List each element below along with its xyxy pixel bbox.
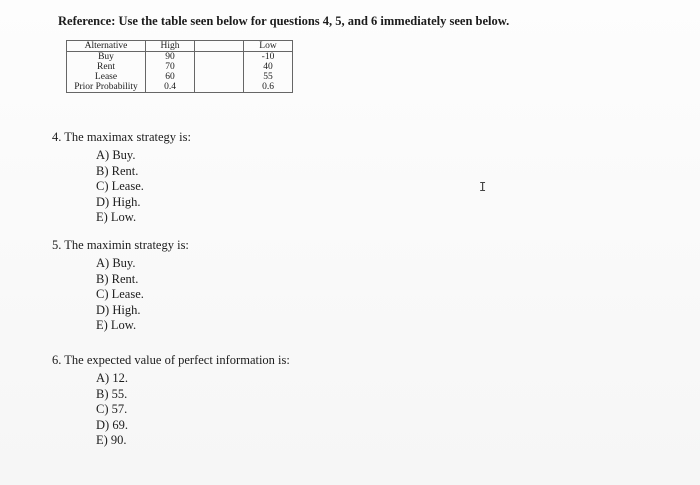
option-c: C) Lease. <box>96 287 144 301</box>
option-e: E) Low. <box>96 318 137 332</box>
table-row <box>67 52 293 63</box>
row-label: Prior Probability <box>67 82 146 93</box>
high-value: 0.4 <box>146 82 195 93</box>
question-4 <box>52 130 191 226</box>
high-value: 60 <box>146 72 195 82</box>
table-row <box>67 82 293 93</box>
blank-cell <box>195 82 244 93</box>
high-value: 70 <box>146 62 195 72</box>
low-value: -10 <box>244 52 293 63</box>
answer-options <box>96 148 191 226</box>
header-alternative: Alternative <box>67 41 146 52</box>
answer-options <box>96 256 189 334</box>
option-a: A) 12. <box>96 371 128 385</box>
low-value: 55 <box>244 72 293 82</box>
payoff-table <box>66 40 293 93</box>
question-6 <box>52 353 290 449</box>
question-text: 5. The maximin strategy is: <box>52 238 189 252</box>
row-label: Buy <box>67 52 146 63</box>
reference-heading: Reference: Use the table seen below for questions 4, 5, and 6 immediately seen below. <box>58 14 510 28</box>
text-cursor-icon: I <box>479 180 487 194</box>
option-d: D) High. <box>96 194 141 209</box>
option-b: B) Rent. <box>96 163 139 178</box>
option-d: D) 69. <box>96 417 128 432</box>
option-c: C) 57. <box>96 402 128 416</box>
blank-cell <box>195 72 244 82</box>
header-low: Low <box>244 41 293 52</box>
table-header-row <box>67 41 293 52</box>
option-e: E) Low. <box>96 210 137 224</box>
blank-cell <box>195 52 244 63</box>
high-value: 90 <box>146 52 195 63</box>
row-label: Lease <box>67 72 146 82</box>
option-e: E) 90. <box>96 433 127 447</box>
option-a: A) Buy. <box>96 256 136 270</box>
low-value: 40 <box>244 62 293 72</box>
header-blank <box>195 41 244 52</box>
answer-options <box>96 371 290 449</box>
question-5 <box>52 238 189 334</box>
question-text: 4. The maximax strategy is: <box>52 130 191 144</box>
row-label: Rent <box>67 62 146 72</box>
option-b: B) Rent. <box>96 271 139 286</box>
table-row <box>67 72 293 82</box>
option-a: A) Buy. <box>96 148 136 162</box>
low-value: 0.6 <box>244 82 293 93</box>
option-b: B) 55. <box>96 386 128 401</box>
table-row <box>67 62 293 72</box>
option-c: C) Lease. <box>96 179 144 193</box>
question-text: 6. The expected value of perfect information is: <box>52 353 290 367</box>
blank-cell <box>195 62 244 72</box>
option-d: D) High. <box>96 302 141 317</box>
header-high: High <box>146 41 195 52</box>
